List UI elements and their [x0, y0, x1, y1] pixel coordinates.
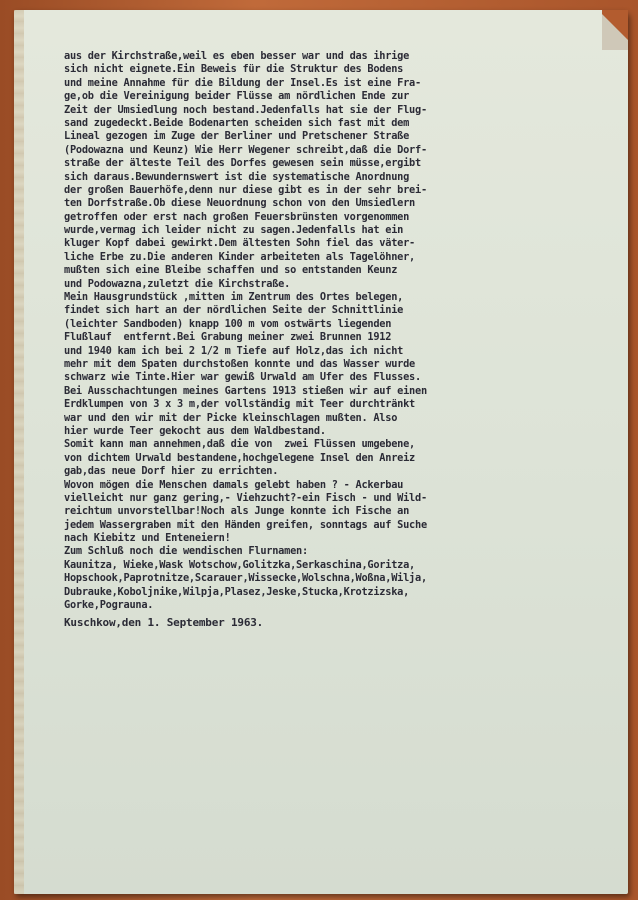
text-line: von dichtem Urwald bestandene,hochgelegene Insel den Anreiz — [64, 451, 416, 464]
text-line: Kaunitza, Wieke,Wask Wotschow,Golitzka,Serkaschina,Goritza, — [64, 558, 416, 571]
text-line: aus der Kirchstraße,weil es eben besser war und das ihrige — [64, 50, 410, 62]
text-line: sich nicht eignete.Ein Beweis für die Struktur des Bodens — [64, 63, 404, 76]
text-line: hier wurde Teer gekocht aus dem Waldbestand. — [64, 424, 326, 437]
text-line: wurde,vermag ich leider nicht zu sagen.Jedenfalls hat ein — [64, 224, 404, 237]
place-date-signoff: Kuschkow,den 1. September 1963. — [64, 616, 264, 629]
document-body — [64, 50, 584, 612]
text-line: der großen Bauerhöfe,denn nur diese gibt es in der sehr brei- — [64, 183, 427, 196]
text-line: nach Kiebitz und Enteneiern! — [64, 532, 231, 545]
text-line: findet sich hart an der nördlichen Seite der Schnittlinie — [64, 304, 404, 317]
text-line: Wovon mögen die Menschen damals gelebt haben ? - Ackerbau — [64, 478, 404, 491]
text-line: Hopschook,Paprotnitze,Scarauer,Wissecke,Wolschna,Woßna,Wilja, — [64, 572, 427, 585]
text-line: Dubrauke,Koboljnike,Wilpja,Plasez,Jeske,Stucka,Krotzizska, — [64, 585, 410, 598]
text-line: Mein Hausgrundstück ,mitten im Zentrum des Ortes belegen, — [64, 291, 404, 304]
text-line: (Podowazna und Keunz) Wie Herr Wegener schreibt,daß die Dorf- — [64, 143, 427, 156]
text-line: gab,das neue Dorf hier zu errichten. — [64, 465, 279, 478]
text-line: reichtum unvorstellbar!Noch als Junge konnte ich Fische an — [64, 505, 410, 518]
text-line: war und den wir mit der Picke kleinschlagen mußten. Also — [64, 411, 398, 424]
text-line: und Podowazna,zuletzt die Kirchstraße. — [64, 277, 291, 290]
text-line: Bei Ausschachtungen meines Gartens 1913 stießen wir auf einen — [64, 384, 427, 397]
text-line: straße der älteste Teil des Dorfes gewesen sein müsse,ergibt — [64, 157, 421, 170]
typed-page — [14, 10, 628, 894]
text-line: Gorke,Pograuna. — [64, 599, 154, 612]
text-line: mußten sich eine Bleibe schaffen und so entstanden Keunz — [64, 264, 398, 277]
text-line: ten Dorfstraße.Ob diese Neuordnung schon von den Umsiedlern — [64, 197, 416, 210]
text-line: mehr mit dem Spaten durchstoßen konnte und das Wasser wurde — [64, 357, 416, 370]
text-line: Lineal gezogen im Zuge der Berliner und Pretschener Straße — [64, 130, 410, 143]
text-line: ge,ob die Vereinigung beider Flüsse am nördlichen Ende zur — [64, 90, 410, 103]
text-line: sand zugedeckt.Beide Bodenarten scheiden sich fast mit dem — [64, 116, 410, 129]
text-line: und 1940 kam ich bei 2 1/2 m Tiefe auf Holz,das ich nicht — [64, 344, 404, 357]
text-line: jedem Wassergraben mit den Händen greifen, sonntags auf Suche — [64, 518, 427, 531]
text-line: sich daraus.Bewundernswert ist die systematische Anordnung — [64, 170, 410, 183]
text-line: Flußlauf entfernt.Bei Grabung meiner zwei Brunnen 1912 — [64, 331, 392, 344]
text-line: Zum Schluß noch die wendischen Flurnamen: — [64, 545, 308, 558]
text-line: (leichter Sandboden) knapp 100 m vom ostwärts liegenden — [64, 317, 392, 330]
text-line: liche Erbe zu.Die anderen Kinder arbeiteten als Tagelöhner, — [64, 250, 416, 263]
text-line: Erdklumpen von 3 x 3 m,der vollständig mit Teer durchtränkt — [64, 398, 416, 411]
text-line: schwarz wie Tinte.Hier war gewiß Urwald am Ufer des Flusses. — [64, 371, 421, 384]
text-line: und meine Annahme für die Bildung der Insel.Es ist eine Fra- — [64, 76, 421, 89]
text-line: kluger Kopf dabei gewirkt.Dem ältesten Sohn fiel das väter- — [64, 237, 416, 250]
text-line: vielleicht nur ganz gering,- Viehzucht?-ein Fisch - und Wild- — [64, 491, 427, 504]
text-line: Somit kann man annehmen,daß die von zwei Flüssen umgebene, — [64, 438, 416, 451]
text-line: Zeit der Umsiedlung noch bestand.Jedenfalls hat sie der Flug- — [64, 103, 427, 116]
text-line: getroffen oder erst nach großen Feuersbrünsten vorgenommen — [64, 210, 410, 223]
